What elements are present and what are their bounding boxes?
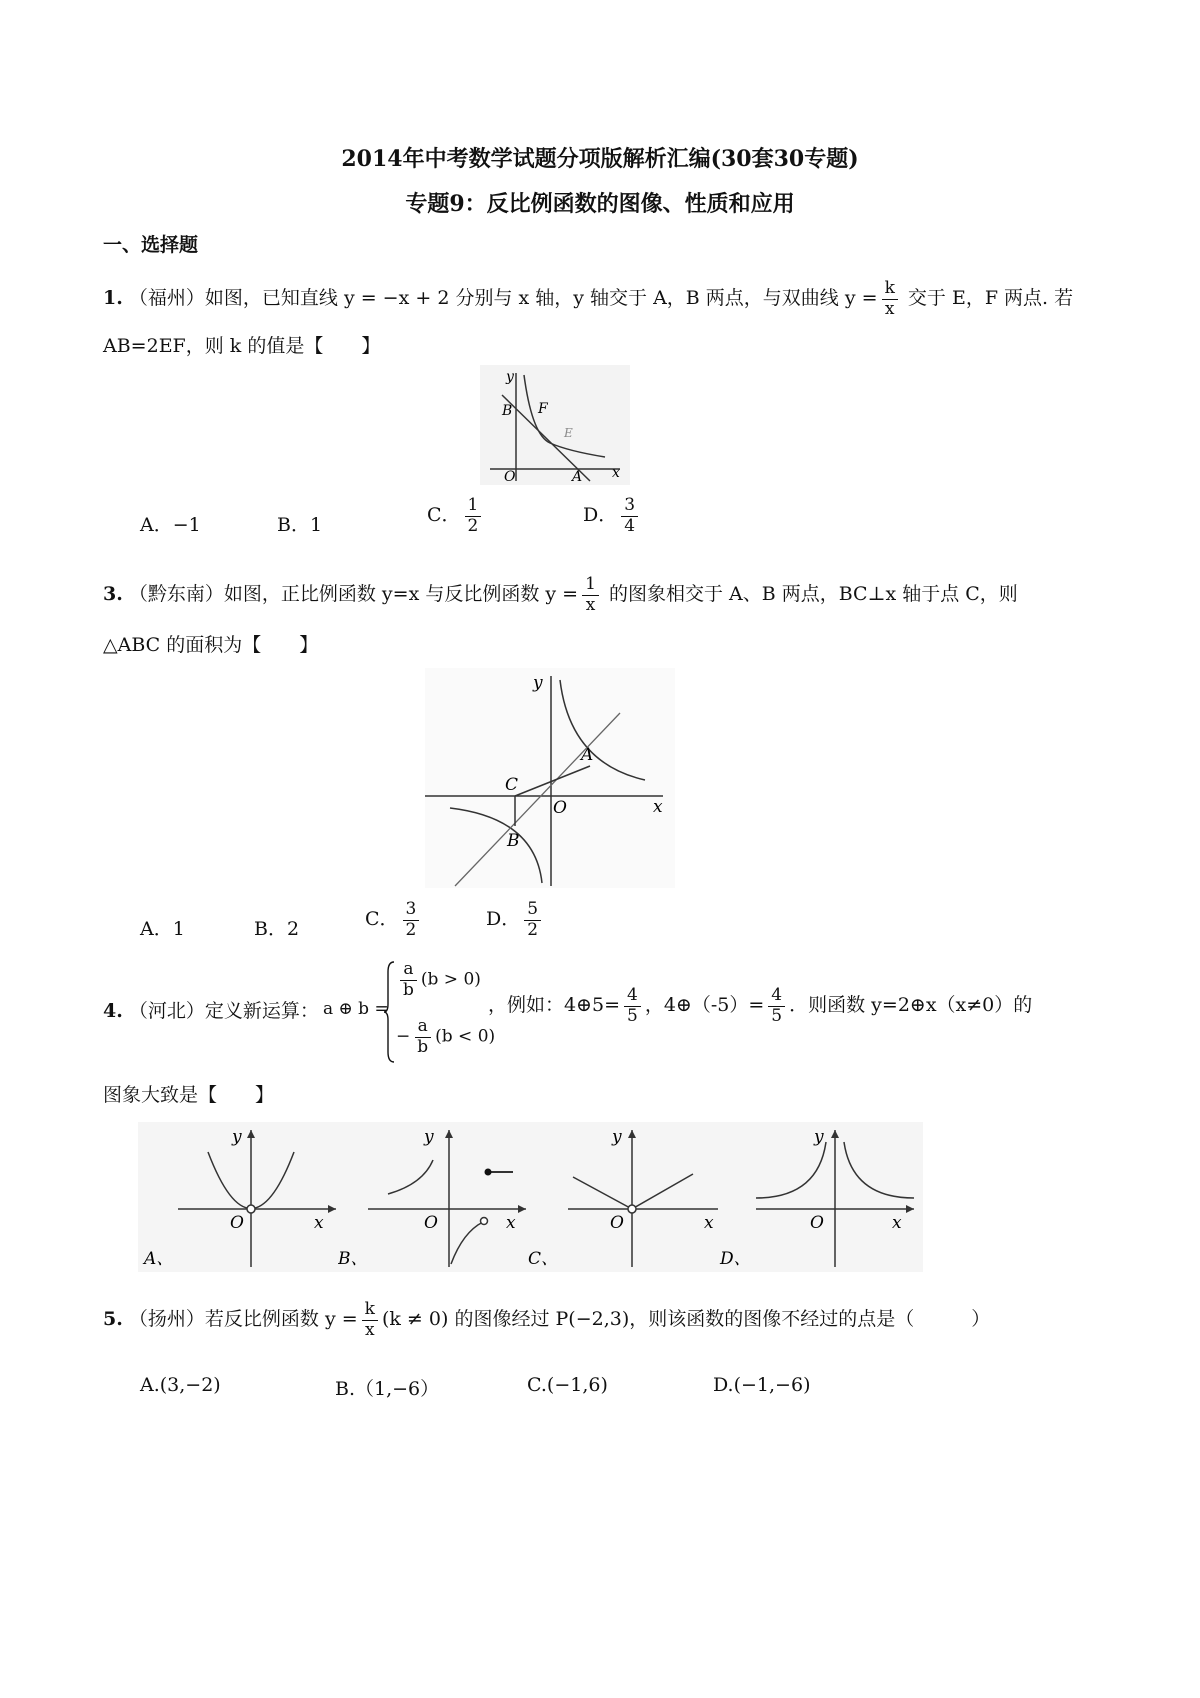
q4-case-1 [396,960,481,1000]
q1-option-c-fraction [465,496,482,536]
q5-option-a[interactable]: A.(3,−2) [140,1374,221,1396]
q4-example-1-den: 5 [627,1005,638,1026]
q4-graph-c-o-label: O [610,1213,624,1233]
q4-graph-a-o-label: O [230,1213,244,1233]
q4-graph-c[interactable] [528,1122,733,1272]
q4-text-d: ．则函数 y=2⊕x（x≠0）的 [789,994,1033,1017]
q4-case-1-num: a [400,960,416,981]
q4-case-2-fraction [414,1017,431,1057]
q4-graph-a-y-label: y [232,1127,242,1147]
q4-graph-b-o-label: O [424,1213,438,1233]
q4-case-2-sign: − [396,1026,411,1047]
q4-graph-d-caption: D、 [720,1249,751,1269]
q3-eq-num: 1 [582,575,599,596]
q4-graph-c-caption: C、 [528,1249,559,1269]
q1-text-a: （福州）如图，已知直线 [128,287,338,310]
q4-graph-c-background [528,1122,733,1272]
q5-point: P(−2,3) [555,1308,630,1331]
q3-eq-fraction [582,575,599,615]
q4-graph-d-x-label: x [892,1213,902,1233]
q5-option-c[interactable]: C.(−1,6) [527,1374,608,1396]
q1-stem-line2: AB=2EF，则 k 的值是【 】 [103,335,381,357]
q3-label-y: y [533,673,543,693]
q5-eq-num: k [362,1300,378,1321]
q3-option-c-den: 2 [405,919,417,940]
q4-graph-b[interactable] [338,1122,543,1272]
q1-option-c-den: 2 [467,515,479,536]
section-heading: 一、选择题 [103,234,199,256]
q1-label-b: B [502,403,513,419]
q4-case-2-cond: (b < 0) [435,1026,496,1047]
q4-graph-b-open-point [481,1218,488,1225]
q1-label-f: F [538,401,548,417]
q4-graph-a-x-label: x [314,1213,324,1233]
q3-option-c-label: C． [365,908,399,931]
q4-examples [488,986,1032,1026]
q4-case-1-den: b [403,979,414,1000]
q5-eq-fraction [362,1300,378,1340]
q3-option-d-label: D． [486,908,521,931]
q1-option-d[interactable] [583,496,642,536]
q1-figure [480,365,630,485]
q4-graph-b-caption: B、 [338,1249,368,1269]
q3-number: 3. [103,583,123,606]
q5-option-b[interactable]: B.（1,−6） [335,1378,440,1400]
q1-label-a: A [572,469,583,485]
q1-line-equation: y = −x + 2 [343,287,450,310]
document-title: 2014年中考数学试题分项版解析汇编(30套30专题) [341,146,859,172]
q1-label-x: x [612,465,620,481]
q5-text-c: ，则该函数的图像不经过的点是（ ） [629,1308,991,1331]
q1-option-c-num: 1 [465,496,482,517]
q5-text-a: （扬州）若反比例函数 [128,1308,319,1331]
q1-label-e: E [564,426,573,440]
q4-text-b: ，例如：4⊕5= [488,994,621,1017]
q1-option-d-num: 3 [621,496,638,517]
q4-example-2-den: 5 [771,1005,783,1026]
q1-label-y: y [506,369,514,385]
q5-eq-cond: (k ≠ 0) [381,1308,449,1331]
q3-label-x: x [653,797,663,817]
q4-case-2-den: b [417,1036,429,1057]
q5-eq-lhs: y = [324,1308,358,1331]
q1-option-d-label: D． [583,504,618,527]
q4-example-1-fraction [624,986,641,1026]
q4-case-2-num: a [415,1017,431,1038]
q4-graph-b-y-label: y [424,1127,434,1147]
q3-option-b[interactable]: B．2 [254,918,300,940]
q1-figure-background [480,365,630,485]
q4-text-c: ，4⊕（-5）= [644,994,765,1017]
q1-text-b: 分别与 x 轴，y 轴交于 A，B 两点，与双曲线 [455,287,839,310]
q4-case-1-fraction [400,960,417,1000]
q3-label-a: A [581,745,594,765]
q1-option-b[interactable]: B．1 [277,514,323,536]
q3-option-c-num: 3 [403,900,420,921]
q1-number: 1. [103,287,123,310]
q4-example-2-fraction [768,986,785,1026]
q3-label-o: O [553,798,567,818]
q1-stem-line1 [103,279,1073,319]
q5-eq-den: x [365,1319,375,1340]
q1-label-o: O [504,469,516,485]
q3-eq-lhs: y = [545,583,579,606]
q4-number-and-intro [103,996,319,1023]
q1-option-d-fraction [621,496,638,536]
q1-option-c-label: C． [427,504,461,527]
q4-case-2 [396,1017,495,1057]
q1-option-c[interactable] [427,496,485,536]
q4-brace [384,960,396,1064]
q3-option-d-fraction [524,900,541,940]
q4-graph-d-y-label: y [814,1127,824,1147]
q3-option-c-fraction [403,900,420,940]
q3-text-b: 的图象相交于 A、B 两点，BC⊥x 轴于点 C，则 [608,583,1018,606]
q5-stem [103,1300,990,1340]
q1-option-d-den: 4 [624,515,636,536]
q1-curve-num: k [882,279,898,300]
q4-graph-b-background [338,1122,543,1272]
q4-graph-c-x-label: x [704,1213,714,1233]
q3-stem-line2: △ABC 的面积为【 】 [103,634,319,656]
q4-number: 4. [103,1000,123,1022]
q1-curve-fraction [882,279,898,319]
q4-graph-b-closed-point [485,1169,492,1176]
q4-graph-a-open-point [247,1205,255,1213]
q3-stem-line1 [103,575,1018,615]
q4-graph-d[interactable] [718,1122,923,1272]
q4-case-1-cond: (b > 0) [420,969,481,990]
q3-option-d[interactable] [486,900,545,940]
q4-graph-a[interactable] [138,1122,343,1272]
q4-graph-c-y-label: y [612,1127,622,1147]
q4-graph-b-x-label: x [506,1213,516,1233]
q4-graph-c-open-point [628,1205,636,1213]
q3-label-c: C [505,775,519,795]
document-subtitle: 专题9：反比例函数的图像、性质和应用 [405,191,795,217]
q3-label-b: B [507,831,520,851]
q4-operation-lhs: a ⊕ b = [323,999,389,1019]
q5-text-b: 的图像经过 [454,1308,550,1331]
q3-figure [425,668,675,888]
q4-text-a: （河北）定义新运算： [128,1000,319,1022]
q5-option-d[interactable]: D.(−1,−6) [713,1374,811,1396]
q1-option-a[interactable]: A．−1 [140,514,201,536]
q3-option-a[interactable]: A．1 [140,918,185,940]
q1-text-c: 交于 E，F 两点. 若 [907,287,1074,310]
q1-curve-lhs: y = [844,287,878,310]
q4-graph-a-caption: A、 [144,1249,174,1269]
q1-curve-den: x [884,298,895,319]
q3-eq-den: x [585,594,596,615]
q5-number: 5. [103,1308,123,1331]
q3-option-d-den: 2 [527,919,539,940]
q4-stem-line2: 图象大致是【 】 [103,1084,275,1106]
q3-option-d-num: 5 [524,900,541,921]
q4-graph-d-o-label: O [810,1213,824,1233]
q4-example-1-num: 4 [624,986,641,1007]
q3-text-a: （黔东南）如图，正比例函数 y=x 与反比例函数 [128,583,540,606]
q4-example-2-num: 4 [768,986,785,1007]
q3-option-c[interactable] [365,900,423,940]
q4-brace-path [384,962,394,1062]
